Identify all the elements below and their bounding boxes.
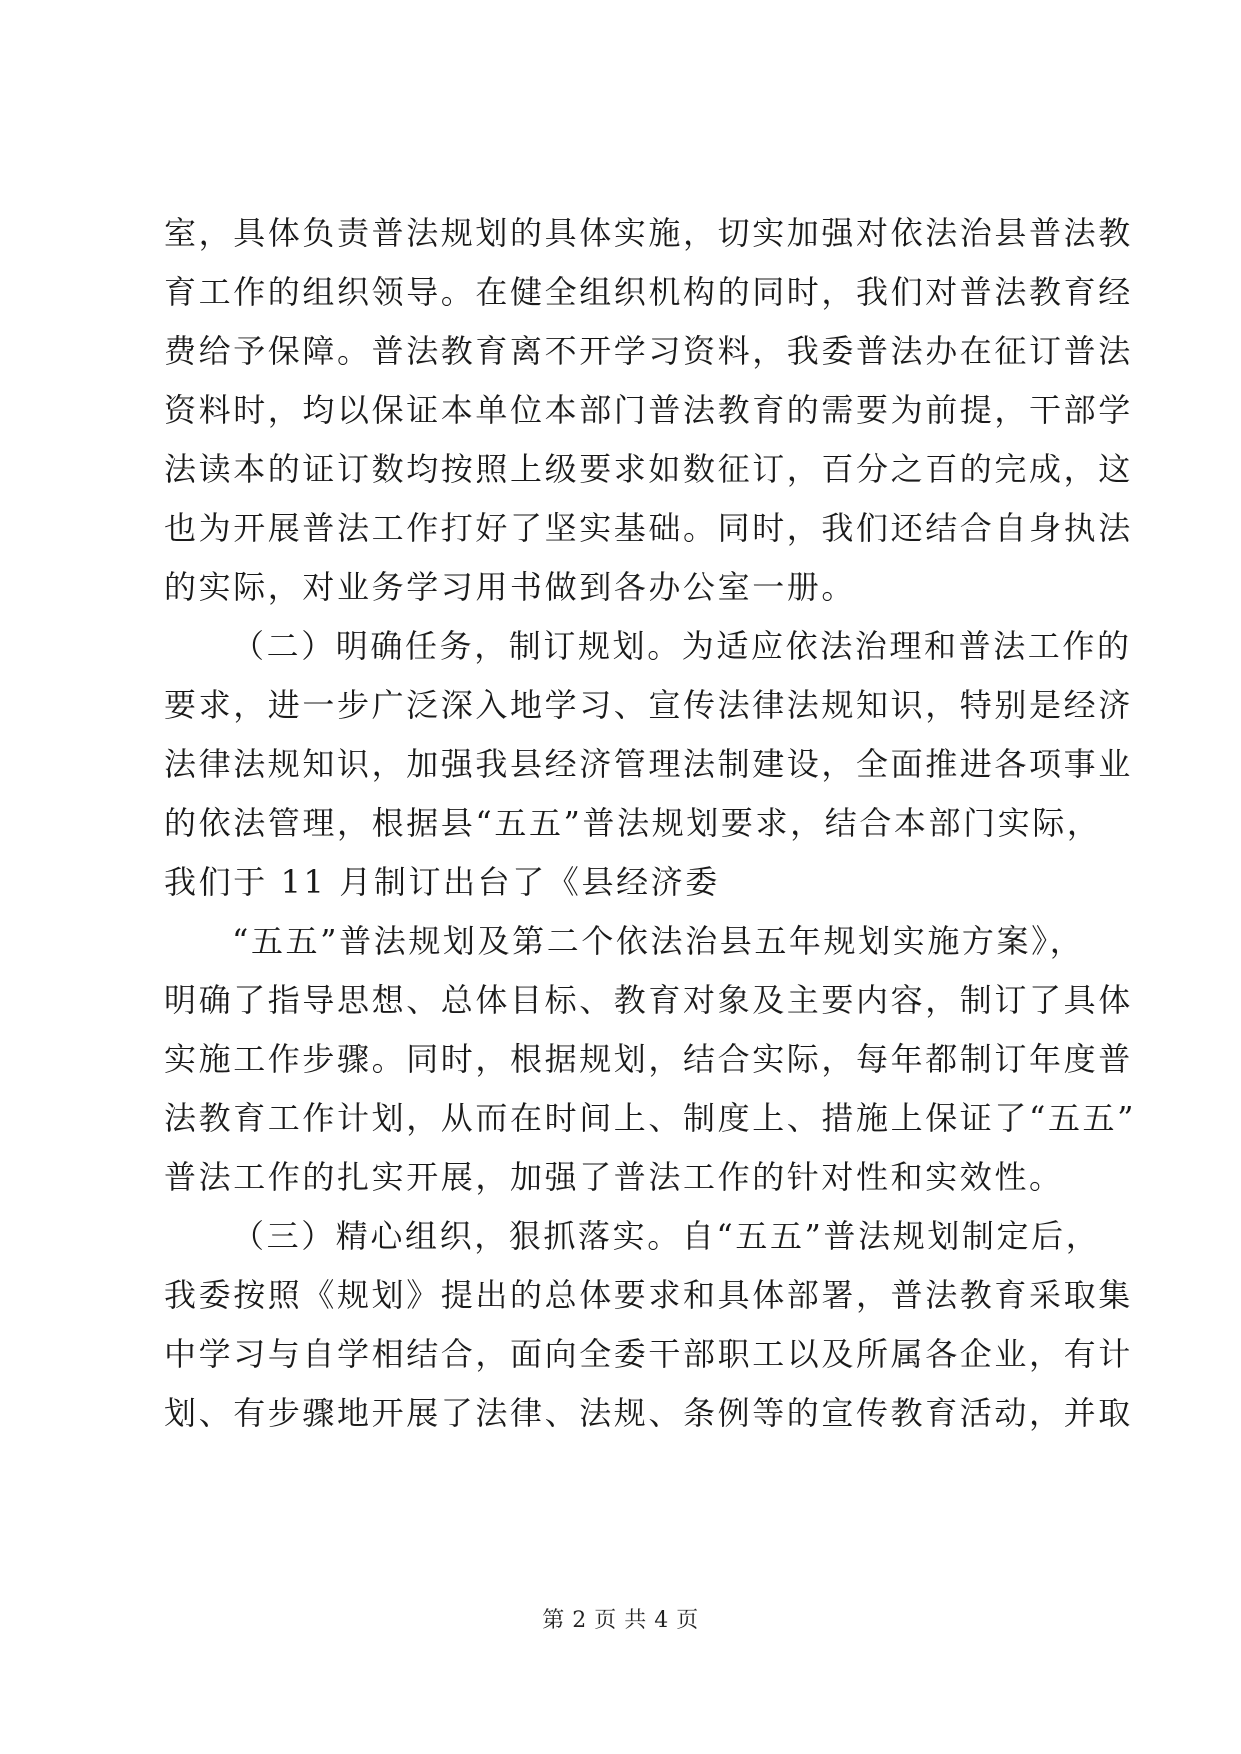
section-heading-line: （二）明确任务，制订规划。为适应依法治理和普法工作的 — [232, 627, 1132, 665]
body-text-line: 的实际，对业务学习用书做到各办公室一册。 — [164, 568, 857, 606]
body-text-line: 划、有步骤地开展了法律、法规、条例等的宣传教育活动，并取 — [164, 1394, 1133, 1432]
body-text-line: 实施工作步骤。同时，根据规划，结合实际，每年都制订年度普 — [164, 1040, 1133, 1078]
body-text-line: 室，具体负责普法规划的具体实施，切实加强对依法治县普法教 — [164, 214, 1133, 252]
body-text-line: 我委按照《规划》提出的总体要求和具体部署，普法教育采取集 — [164, 1276, 1133, 1314]
body-text-line: 法教育工作计划，从而在时间上、制度上、措施上保证了“五五” — [164, 1099, 1137, 1137]
page-number-footer: 第 2 页 共 4 页 — [542, 1608, 699, 1633]
body-text-line: 法读本的证订数均按照上级要求如数征订，百分之百的完成，这 — [164, 450, 1133, 488]
body-text-line: 明确了指导思想、总体目标、教育对象及主要内容，制订了具体 — [164, 981, 1133, 1019]
body-text-line: 普法工作的扎实开展，加强了普法工作的针对性和实效性。 — [164, 1158, 1064, 1196]
body-text-line: 的依法管理，根据县“五五”普法规划要求，结合本部门实际， — [164, 804, 1102, 842]
body-text-line: 也为开展普法工作打好了坚实基础。同时，我们还结合自身执法 — [164, 509, 1133, 547]
body-text-line: 法律法规知识，加强我县经济管理法制建设，全面推进各项事业 — [164, 745, 1133, 783]
body-text-line: 中学习与自学相结合，面向全委干部职工以及所属各企业，有计 — [164, 1335, 1133, 1373]
body-text-line: 要求，进一步广泛深入地学习、宣传法律法规知识，特别是经济 — [164, 686, 1133, 724]
section-heading-line: （三）精心组织，狠抓落实。自“五五”普法规划制定后， — [232, 1217, 1101, 1255]
body-text-line: “五五”普法规划及第二个依法治县五年规划实施方案》， — [232, 922, 1085, 960]
body-text-line: 费给予保障。普法教育离不开学习资料，我委普法办在征订普法 — [164, 332, 1133, 370]
body-text-line: 资料时，均以保证本单位本部门普法教育的需要为前提，干部学 — [164, 391, 1133, 429]
body-text-line: 我们于 11 月制订出台了《县经济委 — [164, 863, 720, 901]
body-text-line: 育工作的组织领导。在健全组织机构的同时，我们对普法教育经 — [164, 273, 1133, 311]
